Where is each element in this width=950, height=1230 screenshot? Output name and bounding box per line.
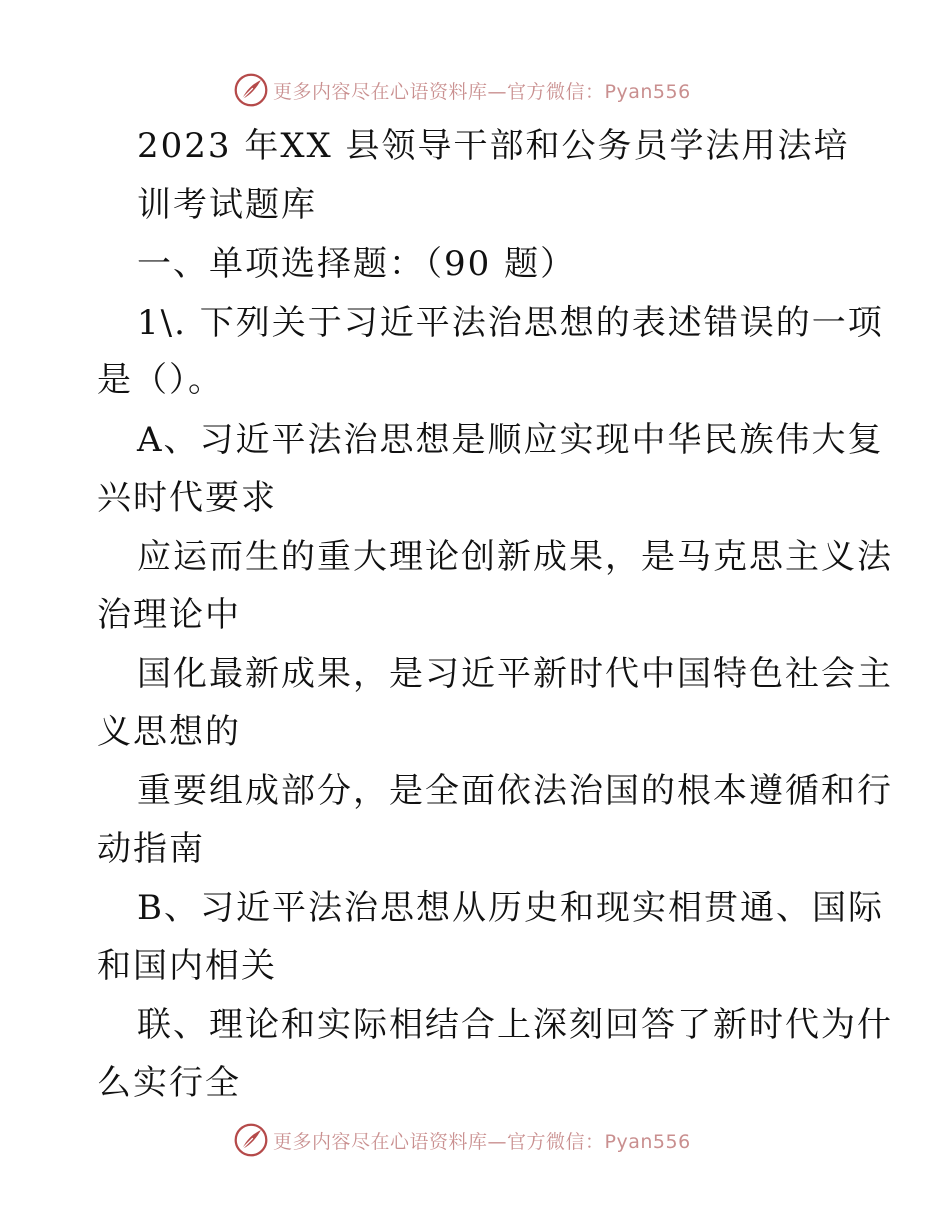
header-watermark	[233, 70, 691, 110]
option-a-line-6: 义思想的	[97, 712, 241, 752]
option-a-line-4: 治理论中	[97, 595, 241, 635]
option-b-line-1: B、习近平法治思想从历史和现实相贯通、国际	[137, 888, 884, 928]
option-a-line-3: 应运而生的重大理论创新成果，是马克思主义法	[137, 537, 893, 577]
question-1-line-1: 1\. 下列关于习近平法治思想的表述错误的一项	[137, 303, 884, 343]
watermark-text: 更多内容尽在心语资料库—官方微信：Pyan556	[273, 80, 691, 103]
option-b-line-2: 和国内相关	[97, 946, 277, 986]
option-a-line-8: 动指南	[97, 829, 205, 869]
feather-pen-logo-icon	[233, 72, 269, 108]
document-title-line-1: 2023 年XX 县领导干部和公务员学法用法培	[137, 126, 850, 166]
option-a-line-2: 兴时代要求	[97, 478, 277, 518]
option-a-line-7: 重要组成部分，是全面依法治国的根本遵循和行	[137, 771, 893, 811]
section-heading: 一、单项选择题：（90 题）	[137, 244, 577, 284]
question-1-line-2: 是（）。	[97, 360, 224, 400]
footer-watermark	[233, 1120, 691, 1160]
document-title-line-2: 训考试题库	[137, 185, 317, 225]
feather-pen-logo-icon	[233, 1122, 269, 1158]
watermark-text: 更多内容尽在心语资料库—官方微信：Pyan556	[273, 1130, 691, 1153]
option-a-line-5: 国化最新成果，是习近平新时代中国特色社会主	[137, 654, 893, 694]
option-b-line-4: 么实行全	[97, 1063, 241, 1103]
option-b-line-3: 联、理论和实际相结合上深刻回答了新时代为什	[137, 1005, 893, 1045]
option-a-line-1: A、习近平法治思想是顺应实现中华民族伟大复	[137, 420, 884, 460]
